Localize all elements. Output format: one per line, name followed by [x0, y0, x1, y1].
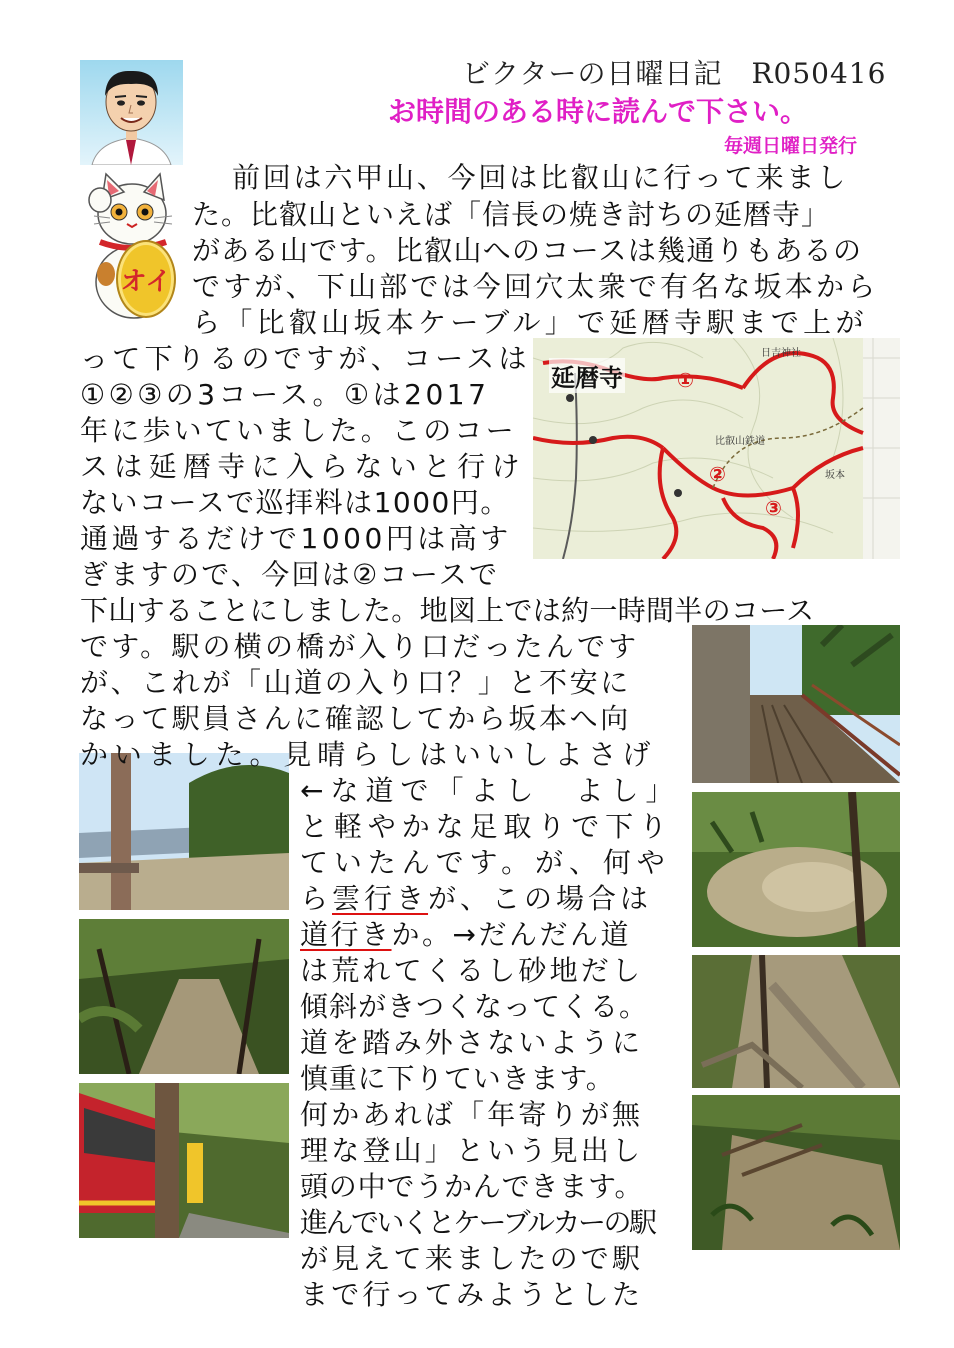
photo-cable-car — [79, 1083, 289, 1238]
body-line-8: 年に歩いていました。このコー — [80, 414, 517, 447]
photo-trail-3 — [692, 1095, 900, 1250]
body-line-11: 通過するだけで1000円は高す — [80, 522, 512, 555]
body-line-24: 傾斜がきつくなってくる。 — [300, 990, 649, 1023]
body-line-27: 何かあれば「年寄りが無 — [300, 1098, 644, 1131]
body-line-30: 進んでいくとケーブルカーの駅 — [300, 1206, 655, 1239]
body-line-22-b: か。→だんだん道 — [391, 918, 631, 951]
body-line-32: まで行ってみようとした — [300, 1278, 644, 1311]
body-line-21-a: ら — [300, 882, 333, 915]
body-line-1: 前回は六甲山、今回は比叡山に行って来まし — [232, 161, 849, 194]
map-route-3: ③ — [765, 496, 782, 520]
lucky-coin-text: オイ — [120, 266, 172, 297]
body-line-19: と軽やかな足取りで下り — [300, 810, 673, 843]
body-line-16: なって駅員さんに確認してから坂本へ向 — [80, 702, 631, 735]
body-line-13: 下山することにしました。地図上では約一時間半のコース — [80, 594, 815, 627]
body-line-6: って下りるのですが、コースは — [80, 342, 531, 375]
body-line-21 — [300, 881, 652, 917]
photo-trail-2 — [692, 955, 900, 1088]
body-line-31: が見えて来ましたので駅 — [300, 1242, 644, 1275]
underlined-kumoyuki: 雲行き — [332, 882, 429, 915]
body-line-17: かいました。見晴らしはいいしよさげ — [80, 738, 657, 771]
body-line-25: 道を踏み外さないように — [300, 1026, 644, 1059]
body-line-5: ら「比叡山坂本ケーブル」で延暦寺駅まで上が — [192, 306, 868, 339]
body-line-21-b: が、この場合は — [428, 882, 653, 915]
body-line-28: 理な登山」という見出し — [300, 1134, 644, 1167]
lucky-coin — [116, 240, 176, 318]
page-subtitle: お時間のある時に読んで下さい。 — [388, 95, 809, 128]
underlined-michiyuki: 道行き — [300, 918, 392, 951]
body-line-7: ①②③の3コース。①は2017 — [80, 378, 490, 411]
body-line-14: です。駅の横の橋が入り口だったんです — [80, 630, 640, 663]
map-temple-label: 日吉神社 — [761, 348, 801, 359]
body-line-10: ないコースで巡拝料は1000円。 — [80, 486, 510, 519]
photo-trail-1 — [692, 792, 900, 947]
map-route-2: ② — [709, 462, 726, 486]
maneki-neko-image — [86, 170, 186, 320]
photo-view — [79, 753, 289, 910]
body-line-23: は荒れてくるし砂地だし — [300, 954, 644, 987]
map-place-label: 延暦寺 — [549, 358, 625, 393]
body-line-2: た。比叡山といえば「信長の焼き討ちの延暦寺」 — [192, 198, 831, 231]
body-line-20: ていたんです。が、何や — [300, 846, 671, 879]
body-line-4: ですが、下山部では今回穴太衆で有名な坂本から — [192, 270, 879, 303]
route-map — [533, 338, 900, 559]
body-line-9: スは延暦寺に入らないと行け — [80, 450, 526, 483]
body-line-15: が、これが「山道の入り口？」と不安に — [80, 666, 631, 699]
avatar — [80, 60, 183, 165]
map-station-label: 坂本 — [825, 470, 845, 481]
body-line-22 — [300, 917, 631, 953]
weekly-label: 毎週日曜日発行 — [724, 135, 858, 157]
body-line-12: ぎますので、今回は②コースで — [80, 558, 500, 591]
map-route-1: ① — [677, 368, 694, 392]
photo-bridge — [692, 625, 900, 783]
page-title: ビクターの日曜日記 R050416 — [462, 57, 887, 90]
body-line-26: 慎重に下りていきます。 — [300, 1062, 615, 1095]
body-line-29: 頭の中でうかんできます。 — [300, 1170, 644, 1203]
body-line-18: ←な道で「よし よし」 — [300, 774, 681, 807]
map-railway-label: 比叡山鉄道 — [715, 436, 765, 447]
body-line-3: がある山です。比叡山へのコースは幾通りもあるの — [192, 234, 863, 267]
photo-forest-path — [79, 919, 289, 1074]
